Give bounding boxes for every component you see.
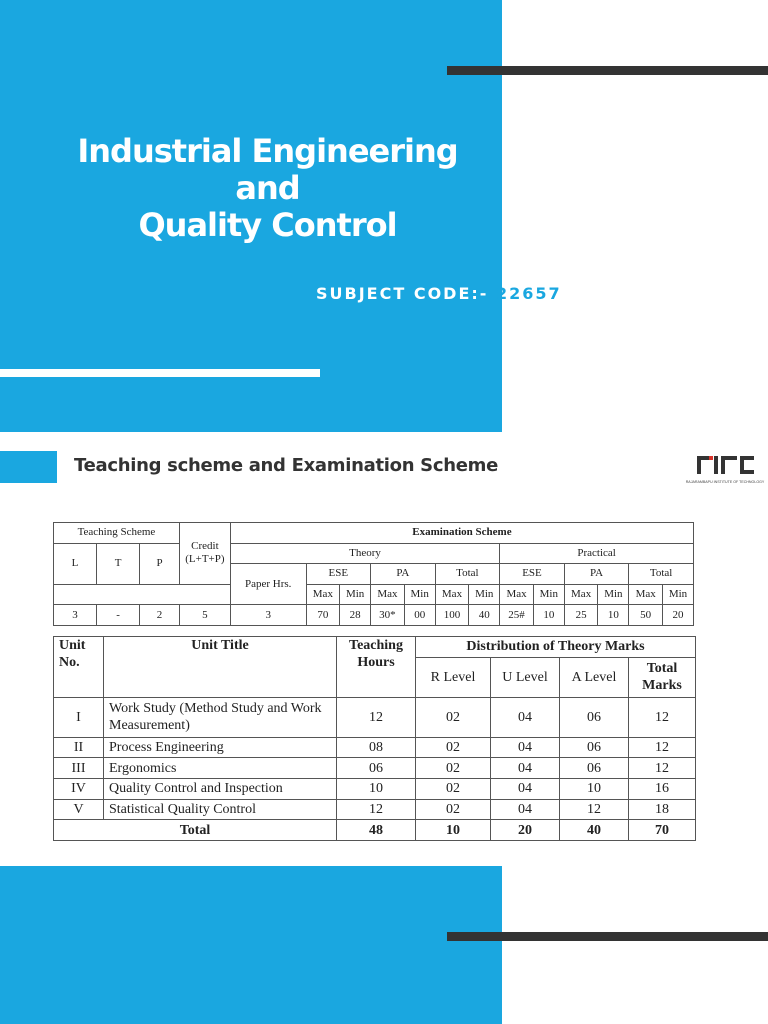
max-header: Max [306,584,340,605]
theory-pa-header: PA [371,564,436,585]
scheme-value: 00 [404,605,435,626]
unit-r: 02 [416,779,491,800]
theory-total-header: Total [435,564,500,585]
teaching-scheme-table [53,522,694,626]
scheme-value: 28 [340,605,371,626]
unit-title-header: Unit Title [104,637,337,698]
unit-r: 02 [416,697,491,737]
u-level-header: U Level [491,657,560,697]
title-line-2: and [235,169,300,207]
unit-a: 06 [560,697,629,737]
min-header: Min [469,584,500,605]
unit-hours: 10 [337,779,416,800]
total-r: 10 [416,820,491,841]
max-header: Max [371,584,405,605]
unit-a: 12 [560,799,629,820]
theory-header: Theory [230,543,499,564]
unit-no: I [54,697,104,737]
unit-title: Quality Control and Inspection [104,779,337,800]
unit-total: 18 [629,799,696,820]
scheme-value: 20 [663,605,694,626]
scheme-values-row [54,605,694,626]
total-label: Total [54,820,337,841]
unit-total: 12 [629,758,696,779]
total-hours: 48 [337,820,416,841]
scheme-value: 70 [306,605,340,626]
t-header: T [97,543,140,584]
total-u: 20 [491,820,560,841]
unit-r: 02 [416,758,491,779]
scheme-value: 25 [564,605,598,626]
institute-logo [685,452,765,486]
unit-title: Statistical Quality Control [104,799,337,820]
a-level-header: A Level [560,657,629,697]
total-marks: 70 [629,820,696,841]
bottom-blue-panel [0,866,502,1024]
unit-r: 02 [416,737,491,758]
table-row [54,799,696,820]
unit-hours: 06 [337,758,416,779]
credit-header: Credit (L+T+P) [179,523,230,585]
scheme-value: 3 [54,605,97,626]
r-level-header: R Level [416,657,491,697]
unit-no: II [54,737,104,758]
scheme-value: 25# [500,605,534,626]
unit-u: 04 [491,737,560,758]
theory-marks-table [53,636,696,841]
min-header: Min [663,584,694,605]
unit-u: 04 [491,799,560,820]
unit-a: 06 [560,737,629,758]
scheme-value: 2 [140,605,180,626]
scheme-value: 30* [371,605,405,626]
min-header: Min [404,584,435,605]
max-header: Max [629,584,663,605]
practical-pa-header: PA [564,564,629,585]
scheme-value: 40 [469,605,500,626]
section-accent-block [0,451,57,483]
max-header: Max [564,584,598,605]
scheme-value: 5 [179,605,230,626]
min-header: Min [533,584,564,605]
unit-a: 06 [560,758,629,779]
min-header: Min [340,584,371,605]
section-heading: Teaching scheme and Examination Scheme [74,455,498,476]
distribution-header: Distribution of Theory Marks [416,637,696,658]
scheme-value: 100 [435,605,469,626]
theory-ese-header: ESE [306,564,371,585]
table-row [54,697,696,737]
unit-title: Process Engineering [104,737,337,758]
unit-title: Work Study (Method Study and Work Measurement) [104,697,337,737]
scheme-value: 50 [629,605,663,626]
unit-u: 04 [491,779,560,800]
examination-scheme-header: Examination Scheme [230,523,693,544]
unit-hours: 12 [337,799,416,820]
unit-no-header: Unit No. [54,637,104,698]
table-row [54,737,696,758]
max-header: Max [435,584,469,605]
practical-ese-header: ESE [500,564,565,585]
subject-code-value: 22657 [496,284,562,303]
scheme-value: - [97,605,140,626]
unit-no: III [54,758,104,779]
unit-no: V [54,799,104,820]
unit-total: 12 [629,697,696,737]
white-divider-bar [0,369,320,377]
unit-title: Ergonomics [104,758,337,779]
teaching-scheme-header: Teaching Scheme [54,523,180,544]
total-a: 40 [560,820,629,841]
min-header: Min [598,584,629,605]
subject-code-label: SUBJECT CODE:- [316,284,489,303]
unit-u: 04 [491,758,560,779]
l-header: L [54,543,97,584]
paper-hrs-header: Paper Hrs. [230,564,306,605]
title-line-3: Quality Control [138,206,397,244]
max-header: Max [500,584,534,605]
teaching-hours-header: Teaching Hours [337,637,416,698]
practical-total-header: Total [629,564,694,585]
practical-header: Practical [500,543,694,564]
table-row [54,758,696,779]
unit-hours: 08 [337,737,416,758]
scheme-value: 10 [598,605,629,626]
total-marks-header: Total Marks [629,657,696,697]
unit-r: 02 [416,799,491,820]
unit-hours: 12 [337,697,416,737]
logo-subtext: RAJARAMBAPU INSTITUTE OF TECHNOLOGY [685,480,765,484]
p-header: P [140,543,180,584]
unit-no: IV [54,779,104,800]
bottom-decorative-bar [447,932,768,941]
subject-code-line [316,284,562,303]
page-title [40,133,495,244]
title-line-1: Industrial Engineering [77,132,458,170]
unit-total: 16 [629,779,696,800]
unit-total: 12 [629,737,696,758]
blank-cell [54,584,231,605]
top-decorative-bar [447,66,768,75]
unit-a: 10 [560,779,629,800]
scheme-value: 10 [533,605,564,626]
scheme-value: 3 [230,605,306,626]
table-row [54,779,696,800]
total-row [54,820,696,841]
unit-u: 04 [491,697,560,737]
